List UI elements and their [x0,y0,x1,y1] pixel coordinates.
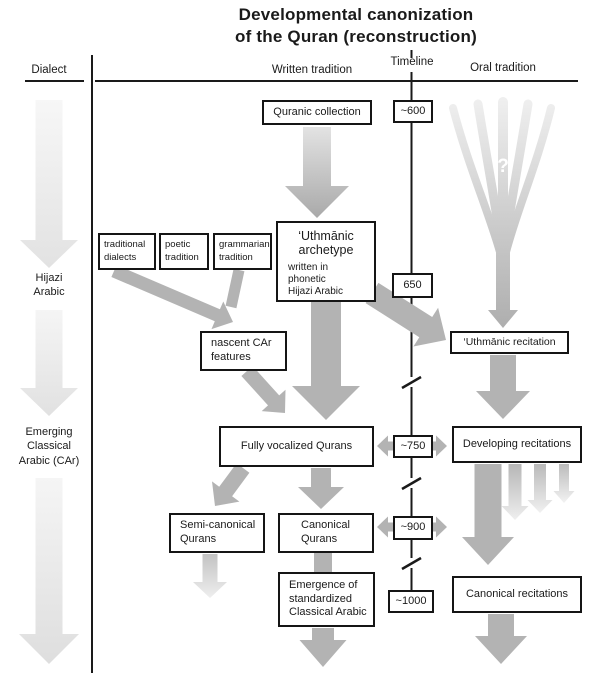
box-grammarian-tradition: grammarian tradition [213,233,272,270]
arrow-developing-fade-3 [554,464,575,503]
arrow-semi-canonical-fade [193,554,227,598]
timeline-box-650: 650 [392,273,433,298]
box-traditional-dialects: traditional dialects [98,233,156,270]
question-mark: ? [497,156,509,177]
arrow-developing-fade-2 [528,464,553,513]
arrow-nascent-to-fully [241,366,285,413]
arrow-dialect-upper [20,100,78,268]
page-title [170,4,542,48]
arrow-fully-to-canonical [298,468,344,509]
arrow-influences-to-nascent [111,265,233,329]
box-fully-vocalized-qurans: Fully vocalized Qurans [219,426,374,467]
timeline-break-1 [402,377,421,388]
dialect-label-emerging-car: Emerging Classical Arabic (CAr) [18,426,80,467]
column-header-timeline: Timeline [390,56,434,68]
arrow-canonical-to-emergence [314,553,332,572]
arrow-grammarian-to-nascent [226,269,245,308]
column-header-dialect: Dialect [31,64,67,76]
arrow-emergence-down [300,628,347,667]
timeline-break-2 [402,478,421,489]
column-header-written: Written tradition [271,64,353,76]
arrow-dialect-lower [19,478,79,664]
box-quranic-collection: Quranic collection [262,100,372,125]
box-emergence-standardized-classical-arabic: Emergence of standardized Classical Arabic [278,572,375,627]
arrow-timeline-750-left [377,436,394,457]
box-nascent-car-features: nascent CAr features [200,331,287,371]
box-developing-recitations: Developing recitations [452,426,582,463]
arrow-developing-fade-1 [502,464,529,520]
arrow-developing-to-canonical [462,464,514,565]
arrow-dialect-middle [20,310,78,416]
arrow-archetype-to-fully [292,300,360,420]
timeline-box-600: ~600 [393,100,433,123]
arrow-fully-to-semi [212,463,249,506]
box-semi-canonical-qurans: Semi-canonical Qurans [169,513,265,553]
page-title-line1: Developmental canonization [238,5,474,24]
box-uthmanic-archetype [276,221,376,302]
uthmanic-archetype-note: written in phonetic Hijazi Arabic [288,261,344,297]
box-uthmanic-recitation: ‘Uthmānic recitation [450,331,569,354]
box-canonical-recitations: Canonical recitations [452,576,582,613]
timeline-box-750: ~750 [393,435,433,458]
arrow-timeline-900-left [377,517,394,538]
arrow-funnel-to-recitation [488,242,518,328]
arrow-quranic-to-archetype [285,127,349,218]
arrow-canonical-recitations-down [475,614,527,664]
timeline-box-1000: ~1000 [388,590,434,613]
box-canonical-qurans: Canonical Qurans [278,513,374,553]
timeline-break-3 [402,558,421,569]
box-poetic-tradition: poetic tradition [159,233,209,270]
page-title-line2: of the Quran (reconstruction) [235,27,477,47]
arrow-recitation-to-developing [476,355,530,419]
uthmanic-archetype-name: ‘Uthmānic archetype [298,229,354,258]
column-header-oral: Oral tradition [470,62,536,74]
timeline-box-900: ~900 [393,516,433,540]
dialect-label-hijazi: Hijazi Arabic [33,272,65,299]
